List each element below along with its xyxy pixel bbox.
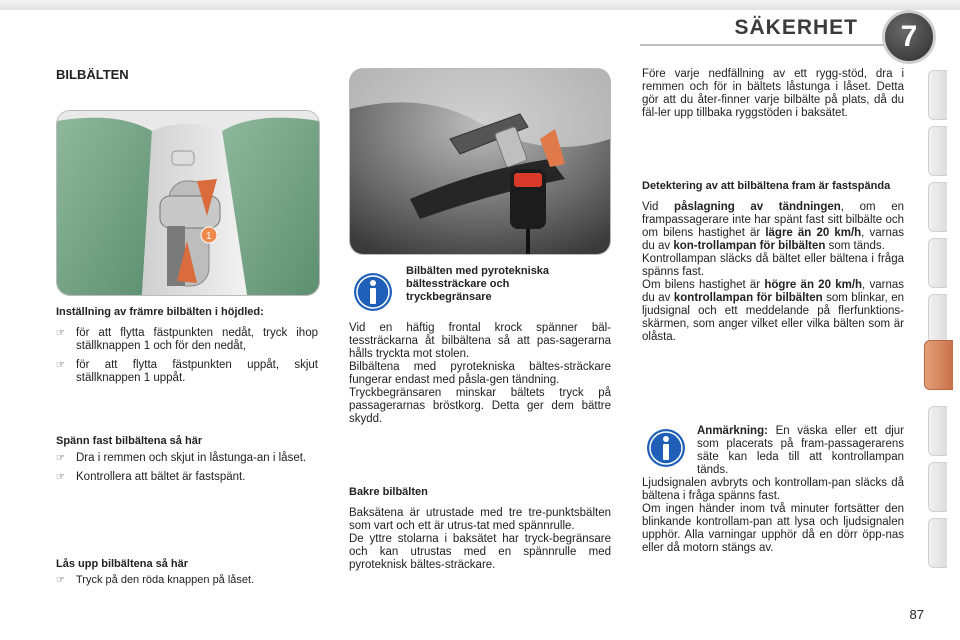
fasten-heading: Spänn fast bilbältena så här — [56, 435, 203, 447]
front-belt-adjust-block — [56, 306, 318, 385]
bullet-icon: ☞ — [56, 472, 65, 483]
rear-belts-block — [349, 486, 611, 572]
paragraph: Bilbältena med pyrotekniska bältes-sträckare fungerar endast med påsla-gen tändning. — [349, 361, 611, 386]
unlock-heading: Lås upp bilbältena så här — [56, 558, 189, 570]
figure-callout-1: 1 — [206, 231, 212, 242]
signal-block — [642, 477, 904, 555]
chapter-tab[interactable] — [928, 70, 947, 120]
chapter-tabs — [928, 70, 950, 580]
fasten-block — [56, 435, 318, 484]
header-bar — [0, 0, 960, 10]
belt-height-figure — [56, 110, 320, 296]
detection-heading: Detektering av att bilbältena fram är fastspända — [642, 180, 891, 192]
unlock-block — [56, 558, 318, 587]
chapter-tab-active[interactable] — [924, 340, 953, 390]
chapter-tab[interactable] — [928, 518, 947, 568]
info-icon — [646, 428, 686, 468]
list-item: ☞ för att flytta fästpunkten uppåt, skjut ställknappen 1 uppåt. — [56, 359, 318, 384]
chapter-tab[interactable] — [928, 462, 947, 512]
note-paragraph: Anmärkning: En väska eller ett djur som placerats på fram-passagerarens säte kan leda till att kontrollampan tänds. — [697, 425, 904, 476]
buckle-figure — [349, 68, 611, 255]
paragraph: Vid påslagning av tändningen, om en frampassagerare inte har spänt fast sitt bilbälte och om bilens hastighet är lägre än 20 km/h, varnas du av kon-trollampan för bilbälten som tänds. — [642, 201, 904, 252]
seatback-paragraph: Före varje nedfällning av ett rygg-stöd, dra i remmen och för in bältets låstunga i låset. Detta gör att du åter-finner varje bilbälte på plats, då du fäl-ler upp tillbaka ryggstöden i baksätet. — [642, 68, 904, 119]
pretension-heading: Bilbälten med pyrotekniska bältessträckare och tryckbegränsare — [406, 265, 550, 303]
bullet-icon: ☞ — [56, 453, 65, 464]
pretension-block — [349, 322, 611, 426]
chapter-title: SÄKERHET — [734, 16, 858, 39]
paragraph: Vid en häftig frontal krock spänner bäl-tessträckarna åt bilbältena så att pas-sagerarna hålls tryckta mot stolen. — [349, 322, 611, 360]
front-belt-heading: Inställning av främre bilbälten i höjdled: — [56, 306, 264, 318]
detection-block — [642, 180, 904, 344]
belt-height-illustration — [57, 111, 319, 295]
paragraph: Kontrollampan släcks då bältet eller bältena i fråga spänns fast. — [642, 253, 904, 278]
chapter-badge: 7 — [882, 10, 936, 64]
list-item: ☞ Tryck på den röda knappen på låset. — [56, 574, 255, 586]
list-item: ☞ Kontrollera att bältet är fastspänt. — [56, 471, 246, 483]
page-number: 87 — [909, 607, 924, 622]
chapter-tab[interactable] — [928, 238, 947, 288]
paragraph: Baksätena är utrustade med tre tre-punktsbälten som vart och ett är utrus-tat med spännrulle. — [349, 507, 611, 532]
rear-belts-heading: Bakre bilbälten — [349, 486, 428, 498]
section-title: BILBÄLTEN — [56, 67, 129, 82]
paragraph: Om bilens hastighet är högre än 20 km/h, varnas du av kontrollampan för bilbälten som blinkar, en ljudsignal och ett meddelande på flerfunktions-skärmen, som anger vilket eller vilka bälten som är olåsta. — [642, 279, 905, 343]
chapter-tab[interactable] — [928, 126, 947, 176]
chapter-tab[interactable] — [928, 406, 947, 456]
info-icon — [353, 272, 393, 312]
chapter-tab[interactable] — [928, 182, 947, 232]
list-item: ☞ Dra i remmen och skjut in låstunga-an i låset. — [56, 452, 307, 464]
chapter-tab[interactable] — [928, 294, 947, 344]
paragraph: Om ingen händer inom två minuter fortsätter den blinkande kontrollam-pan att lysa och ljudsignalen upphör. Alla varningar upphör då en dörr öpp-nas eller då motorn stängs av. — [642, 503, 904, 554]
bullet-icon: ☞ — [56, 360, 65, 371]
paragraph: Ljudsignalen avbryts och kontrollam-pan släcks då bältena i fråga spänns fast. — [642, 477, 904, 502]
paragraph: Tryckbegränsaren minskar bältets tryck på passagerarnas bröstkorg. Detta ger dem bättre skydd. — [349, 387, 611, 425]
buckle-illustration — [350, 69, 610, 254]
header-rule — [640, 44, 890, 46]
bullet-icon: ☞ — [56, 328, 65, 339]
bullet-icon: ☞ — [56, 575, 65, 586]
list-item: ☞ för att flytta fästpunkten nedåt, tryck ihop ställknappen 1 och för den nedåt, — [56, 327, 318, 352]
paragraph: De yttre stolarna i baksätet har tryck-begränsare och kan utrustas med en spännrulle med pyroteknisk bältes-sträckare. — [349, 533, 611, 571]
